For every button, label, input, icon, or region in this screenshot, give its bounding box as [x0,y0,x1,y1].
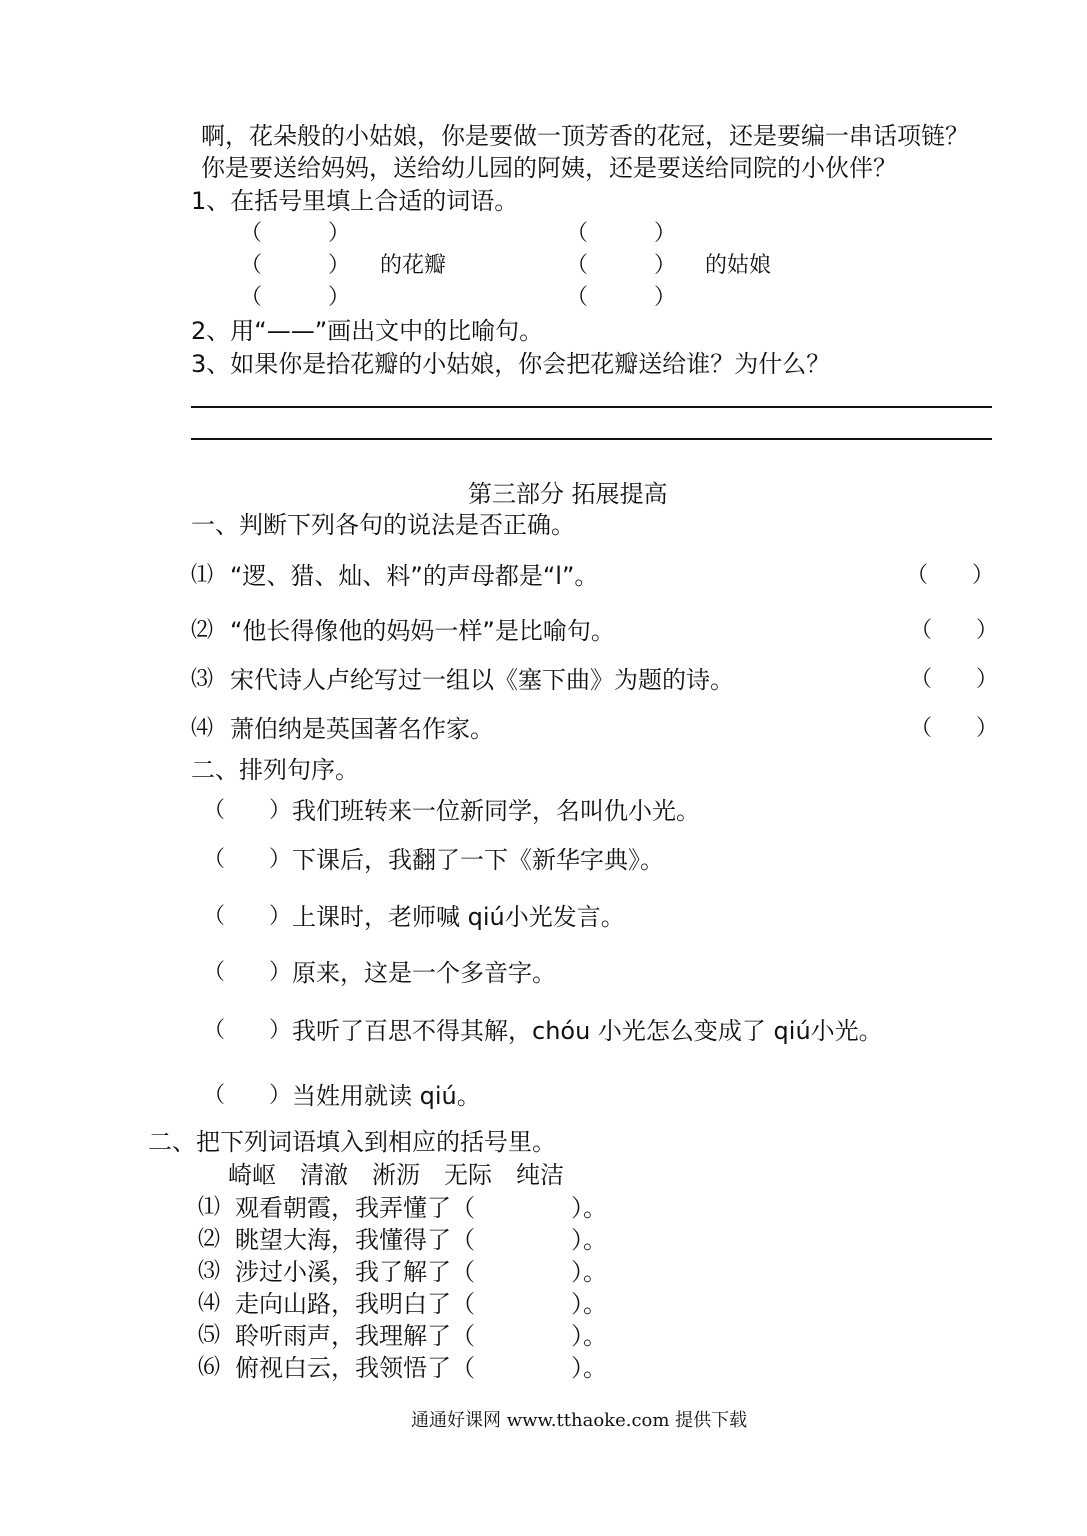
answer-line-1 [191,406,992,408]
judge-text-1: “逻、猎、灿、料”的声母都是“l”。 [230,562,599,590]
passage-line-1: 啊，花朵般的小姑娘，你是要做一顶芳香的花冠，还是要编一串话项链？ [201,122,969,150]
judge-answer-3: （ ） [910,667,999,692]
order-paren-3: （ ） [203,904,292,929]
fill-num-1: ⑴ [198,1195,221,1220]
q1-blank-4: （ ） [566,253,677,278]
judge-text-3: 宋代诗人卢纶写过一组以《塞下曲》为题的诗。 [230,666,734,694]
passage-line-2: 你是要送给妈妈，送给幼儿园的阿姨，还是要送给同院的小伙伴？ [201,154,897,182]
fill-num-2: ⑵ [198,1227,221,1252]
order-paren-6: （ ） [203,1083,292,1108]
order-paren-5: （ ） [203,1018,292,1043]
order-paren-1: （ ） [203,798,292,823]
q1-blank-6: （ ） [566,285,677,310]
fill-text-6: 俯视白云，我领悟了（ ）。 [235,1354,607,1382]
fill-num-5: ⑸ [198,1323,221,1348]
judge-num-4: ⑷ [191,716,214,741]
section-title: 第三部分 拓展提高 [468,480,668,508]
q2-prompt: 2、用“——”画出文中的比喻句。 [191,317,544,345]
q3-prompt: 3、如果你是拾花瓣的小姑娘，你会把花瓣送给谁？为什么？ [191,350,831,378]
fill-text-2: 眺望大海，我懂得了（ ）。 [235,1226,607,1254]
order-text-4: 原来，这是一个多音字。 [292,959,556,987]
answer-line-2 [191,438,992,440]
q1-blank-2: （ ） [566,221,677,246]
order-text-5: 我听了百思不得其解，chóu 小光怎么变成了 qiú小光。 [292,1017,883,1045]
judge-num-3: ⑶ [191,667,214,692]
fill-num-6: ⑹ [198,1355,221,1380]
fill-text-3: 涉过小溪，我了解了（ ）。 [235,1258,607,1286]
order-heading: 二、排列句序。 [191,756,359,784]
q1-label-girl: 的姑娘 [705,253,772,278]
judge-text-4: 萧伯纳是英国著名作家。 [230,715,494,743]
order-text-6: 当姓用就读 qiú。 [292,1082,481,1110]
order-text-1: 我们班转来一位新同学，名叫仇小光。 [292,797,700,825]
q1-label-petal: 的花瓣 [380,253,447,278]
judge-num-2: ⑵ [191,618,214,643]
order-text-2: 下课后，我翻了一下《新华字典》。 [292,846,664,874]
word-bank: 崎岖 清澈 淅沥 无际 纯洁 [228,1161,564,1189]
order-text-3: 上课时，老师喊 qiú小光发言。 [292,903,625,931]
q1-prompt: 1、在括号里填上合适的词语。 [191,187,519,215]
q1-blank-5: （ ） [240,285,351,310]
fill-heading: 二、把下列词语填入到相应的括号里。 [148,1128,556,1156]
fill-num-4: ⑷ [198,1291,221,1316]
fill-num-3: ⑶ [198,1259,221,1284]
judge-answer-1: （ ） [906,563,995,588]
fill-text-5: 聆听雨声，我理解了（ ）。 [235,1322,607,1350]
judge-text-2: “他长得像他的妈妈一样”是比喻句。 [230,617,615,645]
judge-answer-2: （ ） [910,618,999,643]
judge-num-1: ⑴ [191,563,214,588]
fill-text-1: 观看朝霞，我弄懂了（ ）。 [235,1194,607,1222]
judge-answer-4: （ ） [910,716,999,741]
q1-blank-1: （ ） [240,221,351,246]
judge-heading: 一、判断下列各句的说法是否正确。 [191,511,575,539]
q1-blank-3: （ ） [240,253,351,278]
order-paren-4: （ ） [203,960,292,985]
order-paren-2: （ ） [203,847,292,872]
footer-credit: 通通好课网 www.tthaoke.com 提供下载 [411,1410,748,1431]
fill-text-4: 走向山路，我明白了（ ）。 [235,1290,607,1318]
